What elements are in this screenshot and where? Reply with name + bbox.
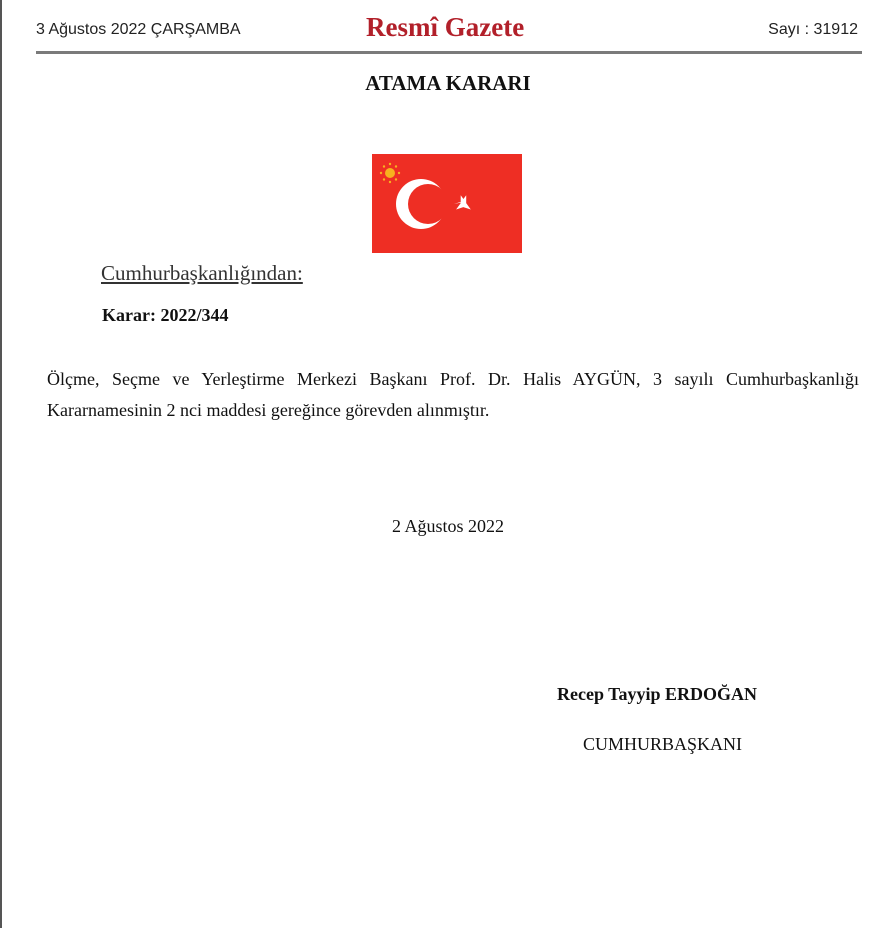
page-edge: [0, 0, 2, 928]
signatory-role: CUMHURBAŞKANI: [583, 734, 743, 754]
header-divider: [36, 51, 862, 54]
decision-number: Karar: 2022/344: [102, 305, 229, 325]
decision-date: 2 Ağustos 2022: [391, 516, 505, 536]
presidential-flag-icon: [372, 154, 522, 253]
issuing-institution: Cumhurbaşkanlığından:: [101, 261, 303, 285]
document-title: ATAMA KARARI: [365, 71, 531, 95]
header-date: 3 Ağustos 2022 ÇARŞAMBA: [36, 21, 241, 38]
decision-body: Ölçme, Seçme ve Yerleştirme Merkezi Başkanı Prof. Dr. Halis AYGÜN, 3 sayılı Cumhurbaşkanlığı Kararnamesinin 2 nci maddesi gereğince görevden alınmıştır.: [47, 369, 859, 420]
issue-number: Sayı : 31912: [768, 21, 858, 38]
signatory-name: Recep Tayyip ERDOĞAN: [557, 684, 758, 704]
masthead-title: Resmî Gazete: [366, 12, 525, 42]
